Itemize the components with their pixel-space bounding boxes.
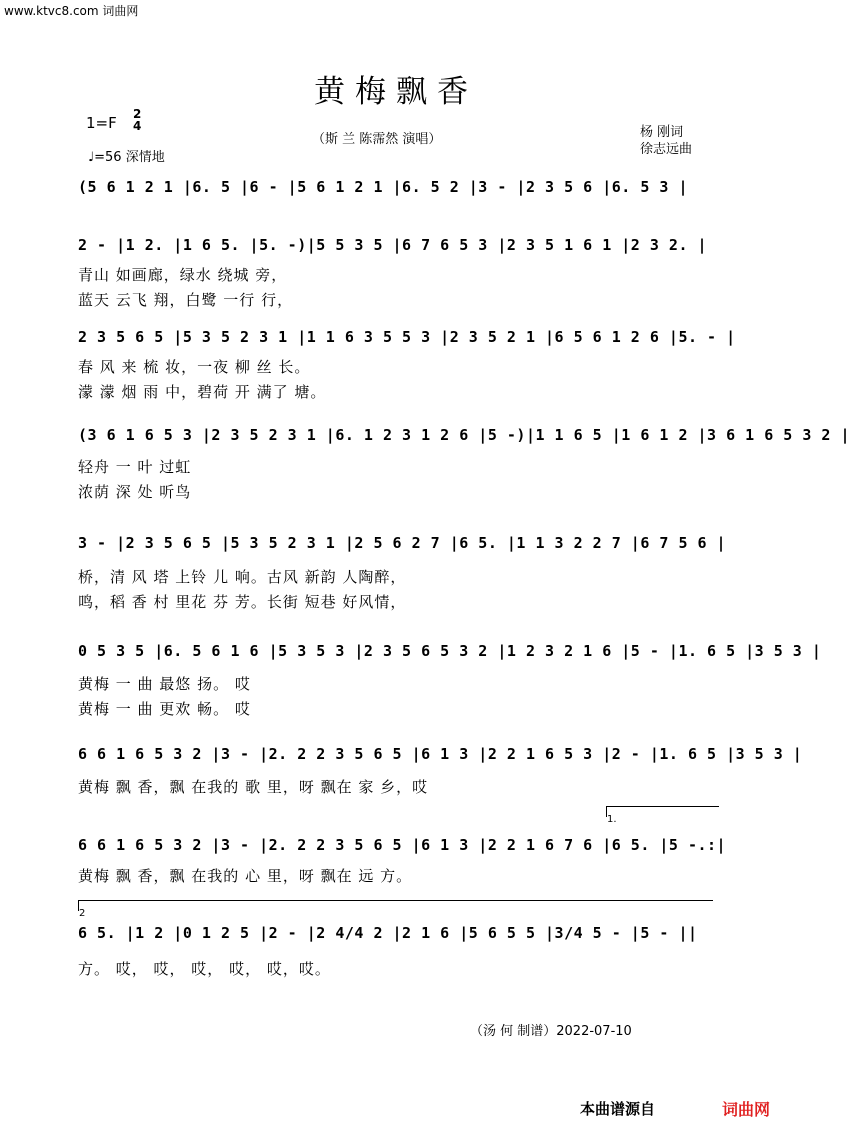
source-label: 本曲谱源自 (580, 1100, 656, 1118)
song-title: 黄梅飘香 (314, 74, 478, 110)
performer-credit: （斯 兰 陈霈然 演唱） (312, 132, 442, 147)
notation-line-5: 3 - |2 3 5 6 5 |5 3 5 2 3 1 |2 5 6 2 7 |6 5. |1 1 3 2 2 7 |6 7 5 6 | (78, 534, 727, 552)
lyrics-line-3-verse-2: 濛 濛 烟 雨 中，碧荷 开 满了 塘。 (78, 383, 327, 401)
volta-bracket-2 (78, 900, 713, 919)
lyrics-line-2-verse-1: 青山 如画廊，绿水 绕城 旁， (78, 266, 288, 284)
notation-line-8: 6 6 1 6 5 3 2 |3 - |2. 2 2 3 5 6 5 |6 1 3 |2 2 1 6 7 6 |6 5. |5 -.:| (78, 836, 727, 854)
time-signature-bottom: 4 (133, 119, 142, 133)
lyrics-line-7: 黄梅 飘 香，飘 在我的 歌 里，呀 飘在 家 乡，哎 (78, 778, 429, 796)
volta-bracket-1 (606, 806, 719, 825)
lyrics-line-4-verse-2: 浓荫 深 处 听鸟 (78, 483, 192, 501)
notation-line-2: 2 - |1 2. |1 6 5. |5. -)|5 5 3 5 |6 7 6 5 3 |2 3 5 1 6 1 |2 3 2. | (78, 236, 708, 254)
lyricist-credit: 杨 刚词 (640, 125, 684, 140)
volta-label-1: 1. (607, 814, 617, 825)
notation-line-9: 6 5. |1 2 |0 1 2 5 |2 - |2 4/4 2 |2 1 6 |5 6 5 5 |3/4 5 - |5 - || (78, 924, 698, 942)
transcriber-credit: （汤 何 制谱）2022-07-10 (470, 1024, 632, 1039)
notation-line-3: 2 3 5 6 5 |5 3 5 2 3 1 |1 1 6 3 5 5 3 |2 3 5 2 1 |6 5 6 1 2 6 |5. - | (78, 328, 736, 346)
lyrics-line-5-verse-2: 鸣，稻 香 村 里花 芬 芳。长街 短巷 好风情， (78, 593, 407, 611)
lyrics-line-9: 方。 哎， 哎， 哎， 哎， 哎，哎。 (78, 960, 331, 978)
tempo-marking: ♩=56 深情地 (88, 150, 165, 165)
lyrics-line-2-verse-2: 蓝天 云飞 翔，白鹭 一行 行， (78, 291, 294, 309)
lyrics-line-6-verse-1: 黄梅 一 曲 最悠 扬。 哎 (78, 675, 251, 693)
notation-line-4: (3 6 1 6 5 3 |2 3 5 2 3 1 |6. 1 2 3 1 2 6 |5 -)|1 1 6 5 |1 6 1 2 |3 6 1 6 5 3 2 | (78, 426, 850, 444)
key-signature: 1=F (86, 114, 117, 132)
site-watermark: www.ktvc8.com 词曲网 (4, 4, 139, 18)
time-signature (133, 108, 141, 132)
lyrics-line-6-verse-2: 黄梅 一 曲 更欢 畅。 哎 (78, 700, 251, 718)
notation-line-6: 0 5 3 5 |6. 5 6 1 6 |5 3 5 3 |2 3 5 6 5 3 2 |1 2 3 2 1 6 |5 - |1. 6 5 |3 5 3 | (78, 642, 822, 660)
notation-line-1: (5 6 1 2 1 |6. 5 |6 - |5 6 1 2 1 |6. 5 2 |3 - |2 3 5 6 |6. 5 3 | (78, 178, 688, 196)
lyrics-line-5-verse-1: 桥，清 风 塔 上铃 儿 响。古风 新韵 人陶醉， (78, 568, 407, 586)
lyrics-line-8: 黄梅 飘 香，飘 在我的 心 里，呀 飘在 远 方。 (78, 867, 413, 885)
composer-credit: 徐志远曲 (640, 142, 693, 157)
lyrics-line-4-verse-1: 轻舟 一 叶 过虹 (78, 458, 192, 476)
lyrics-line-3-verse-1: 春 风 来 梳 妆，一夜 柳 丝 长。 (78, 358, 311, 376)
volta-label-2: 2 (79, 908, 86, 919)
brand-logo: 词曲网 (722, 1100, 771, 1119)
time-signature-top: 2 (133, 107, 142, 121)
notation-line-7: 6 6 1 6 5 3 2 |3 - |2. 2 2 3 5 6 5 |6 1 3 |2 2 1 6 5 3 |2 - |1. 6 5 |3 5 3 | (78, 745, 803, 763)
